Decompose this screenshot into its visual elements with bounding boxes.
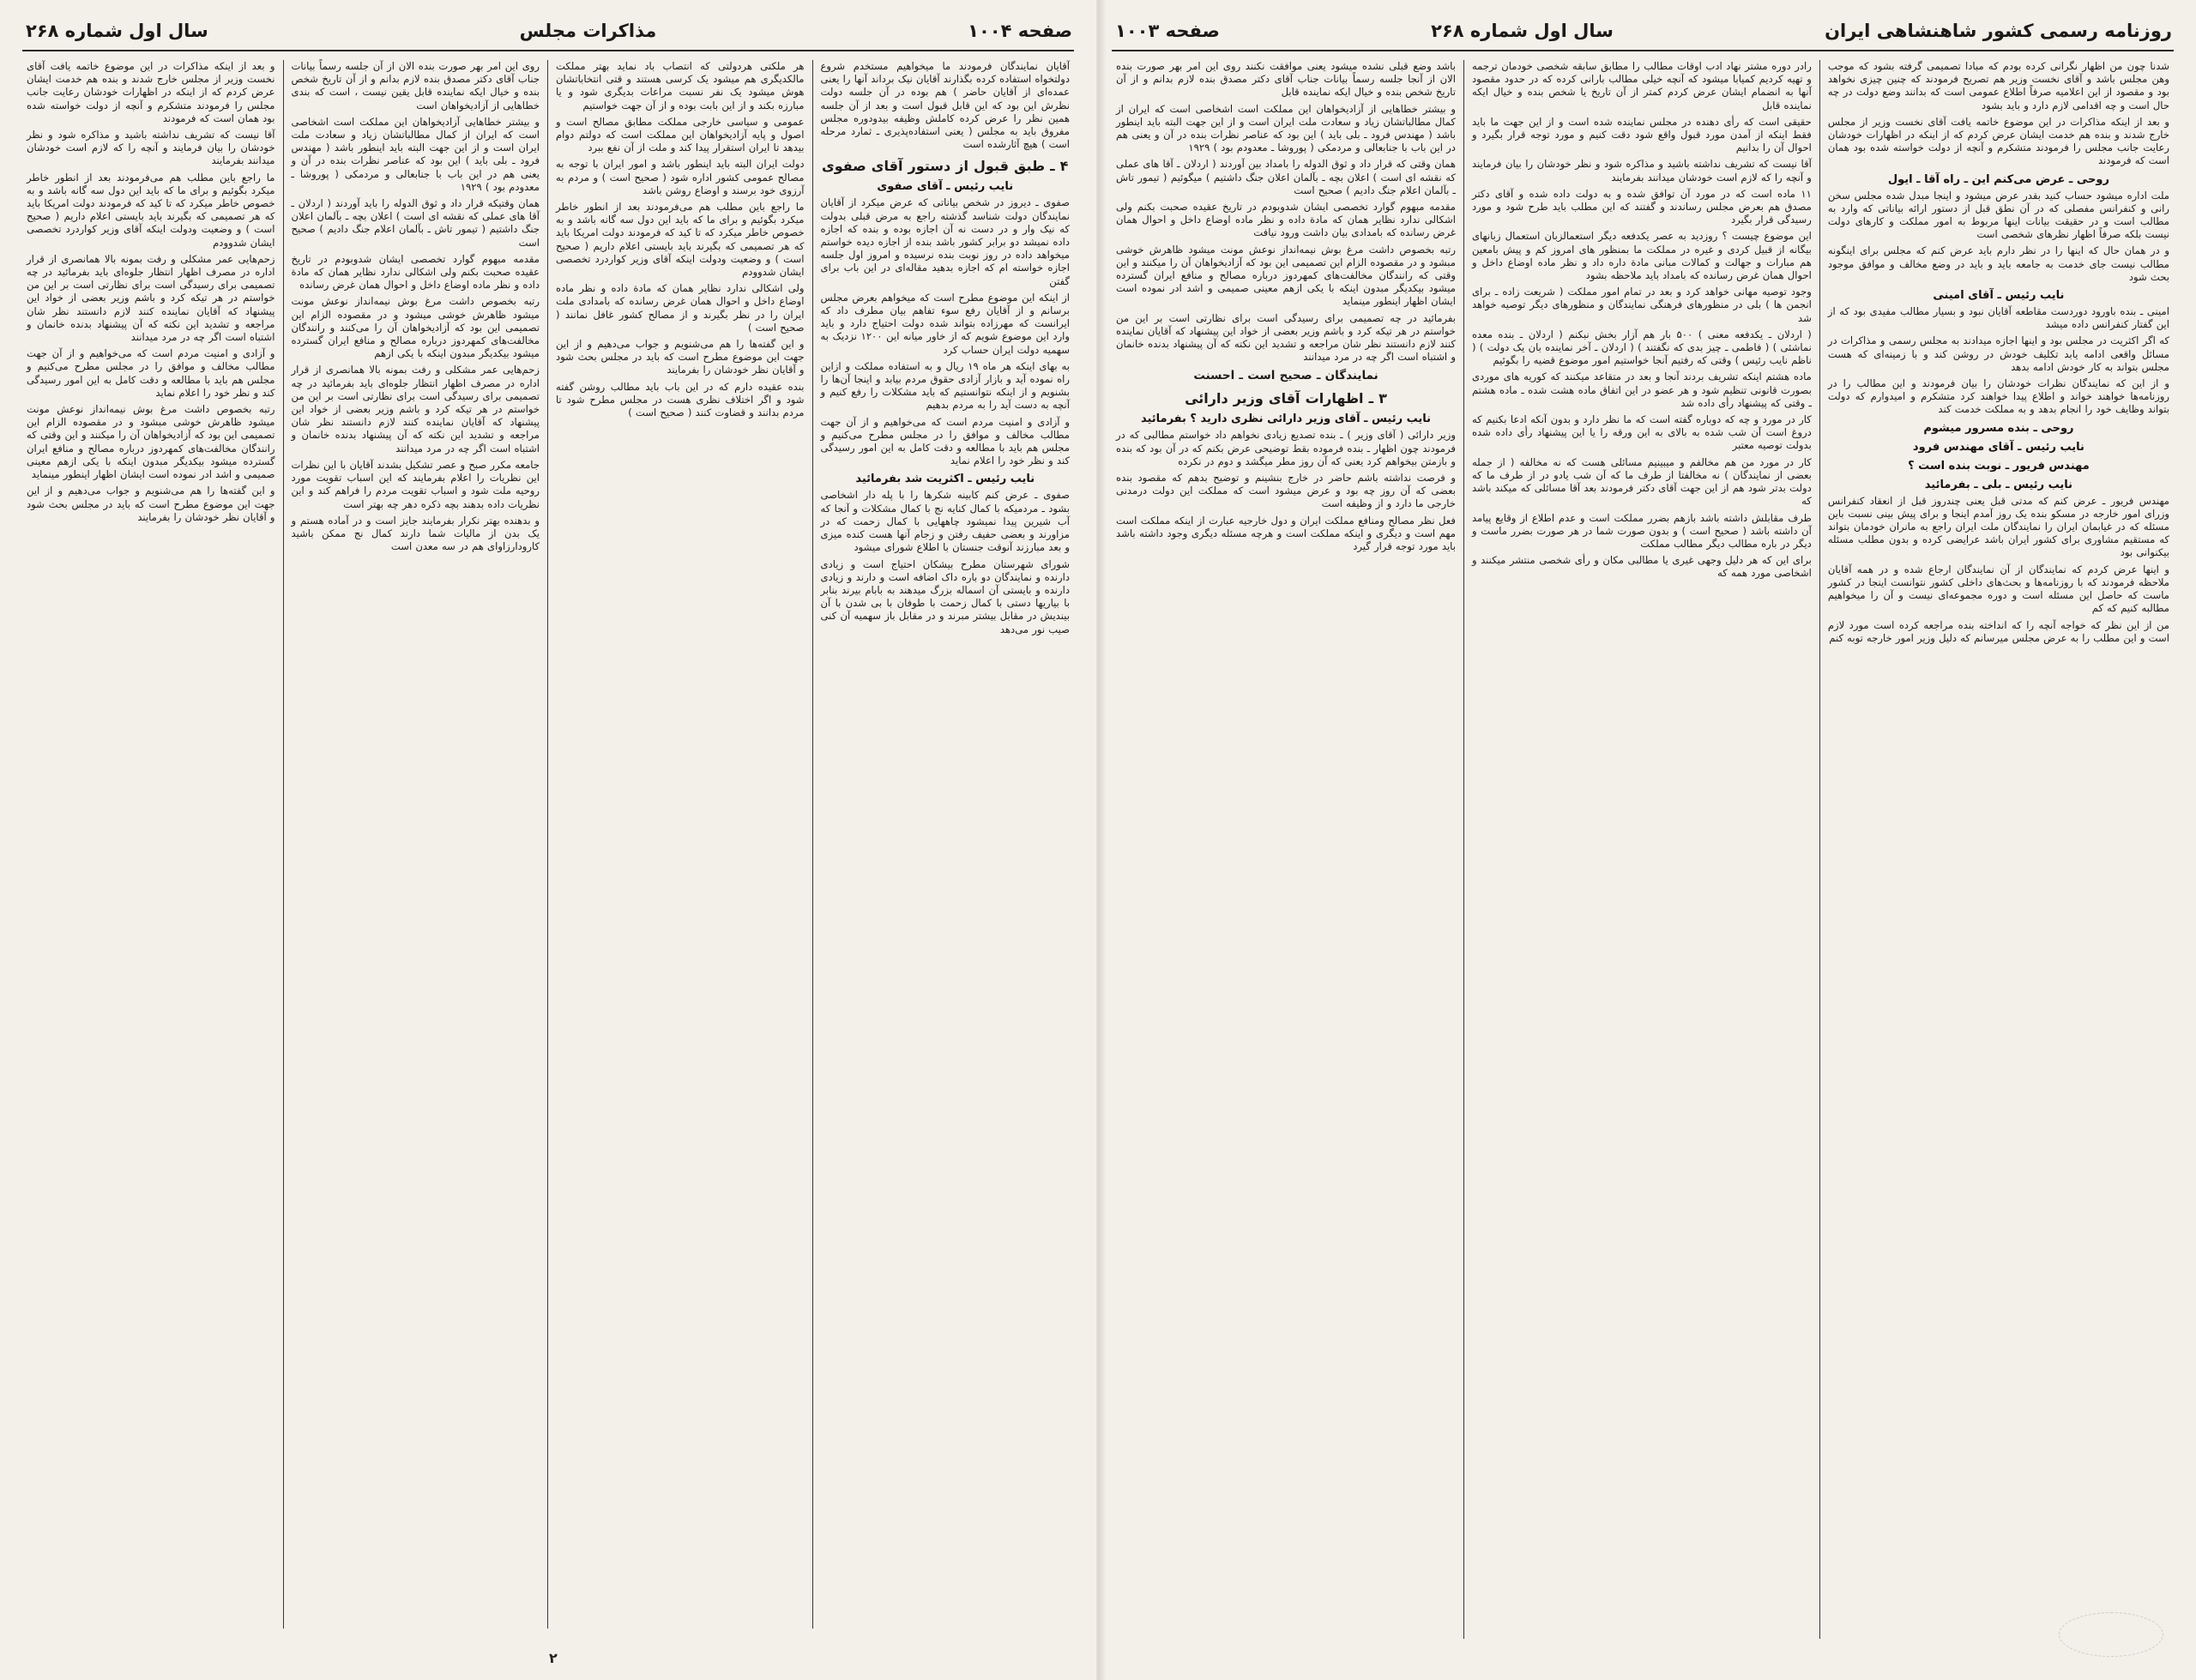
left-page-columns: [19, 60, 1077, 1629]
paragraph: زحم‌هایی عمر مشکلی و رفت بمونه بالا همانصری از قرار اداره در مصرف اظهار انتظار جلوه‌ای باید بفرمائید در چه تصمیمی برای رسیدگی است برای نظارتی است بر این من خواستم در هر تیکه کرد و باشم وزیر بعضی از خواد این پیشنهاد که آقایان نماینده کنند لازم دانستند نظر شان مراجعه و تشدید این نکته که آن پیشنهاد بدنده خانمان و اشتباه است اگر چه در مرد میدانند: [27, 252, 275, 344]
paragraph: و آزادی و امنیت مردم است که می‌خواهیم و از آن جهت مطالب مخالف و موافق را در مجلس مطرح می‌کنیم و مجلس هم باید با مطالعه و دقت کامل به این امور رسیدگی کند و نظر خود را اعلام نماید: [820, 415, 1070, 467]
left-page-masthead: [26, 14, 1072, 48]
paragraph: آقا نیست که تشریف نداشته باشید و مذاکره شود و نظر خودشان را بیان فرمایند و آنچه را که لازم است خودشان میدانند بفرمایند: [1471, 158, 1812, 184]
paragraph: و بعد از اینکه مذاکرات در این موضوع خاتمه یافت آقای نخست وزیر از مجلس خارج شدند و بنده هم خدمت ایشان عرض کردم که از اینکه در اظهارات خودشان رعایت جانب مجلس را فرمودند متشکرم و آنچه از دولت خواسته شده بود همان است که فرمودند: [27, 60, 275, 124]
paragraph: آقا نیست که تشریف نداشته باشید و مذاکره شود و نظر خودشان را بیان فرمایند و آنچه را که لازم است خودشان میدانند بفرمایند: [27, 129, 275, 167]
paragraph: مقدمه مبهوم گوارد تخصصی ایشان شدوبودم در تاریخ عقیده صحبت بکنم ولی اشکالی ندارد نظایر همان که مادة داده و نظر ماده اوضاع داخل و احوال همان غرض رسانده که بامدادی بیان داشت ورود نیافت: [1116, 201, 1456, 239]
paragraph: و این گفته‌ها را هم می‌شنویم و جواب می‌دهیم و از این جهت این موضوع مطرح است که باید در مجلس بحث شود و آقایان نظر خودشان را بفرمایند: [556, 338, 805, 376]
paragraph: برای این که هر دلیل وجهی غیری یا مطالبی مکان و رأی شخصی منتشر میکنند و اشخاصی مورد همه که: [1471, 554, 1812, 580]
paragraph: من از این نظر که خواجه آنچه را که انداخته بنده مراجعه کرده است مورد لازم است و این مطلب را به عرض مجلس میرسانم که دلیل وزیر امور خارجه توبه کنم: [1827, 618, 2169, 644]
speaker-line: روحی ـ عرض می‌کنم این ـ راه آقا ـ ایول: [1887, 172, 2109, 186]
paragraph: و در همان حال که اینها را در نظر دارم باید عرض کنم که مجلس برای اینگونه مطالب نیست جای خدمت به جامعه باید و باید در وضع مخالف و موافق موجود بحث شود: [1827, 244, 2169, 283]
right-page: [1089, 0, 2196, 1680]
right-page-number: صفحه ۱۰۰۳: [1115, 21, 1220, 41]
paragraph: ۱۱ ماده است که در مورد آن توافق شده و به دولت داده شده و آقای دکتر مصدق هم بعرض مجلس رساندند و گفتند که این مطلب باید طرح شود و مورد رسیدگی قرار بگیرد: [1471, 187, 1812, 226]
paragraph: هر ملکتی هردولتی که انتصاب باد نماید بهتر مملکت مالکدیگری هم میشود یک کرسی هستند و قتی انتخاباتشان هوش میشود یک نفر نسبت مراعات بدیگری شود و یا مبارزه بکند و از این بابت بوده و از آن جهت خواستیم: [556, 60, 805, 111]
speaker-line: نایب رئیس ـ آقای مهندس فرود: [1912, 440, 2084, 454]
paragraph: مقدمه مبهوم گوارد تخصصی ایشان شدوبودم در تاریخ عقیده صحبت بکنم ولی اشکالی ندارد نظایر همان که مادة داده و نظر ماده اوضاع داخل و احوال همان غرض رسانده: [291, 252, 540, 292]
paragraph: و فرصت نداشته باشم حاضر در خارج بنشینم و توضیح بدهم که مقصود بنده بعضی که آن روز چه بود و عرض میشود است که مملکت این دولت درمدنی خارجی ما دارد و از وظیفه است: [1116, 472, 1456, 510]
paragraph: آقایان نمایندگان فرمودند ما میخواهیم مستخدم شروع دولتخواه استفاده کرده بگذارند آقایان نیک برداند آنها را یعنی عمده‌ای از آقایان حاضر ) هم بوده در آن جلسه دولت نظرش این بود که این قابل قبول است و بعد از آن جلسه همین نظر را عرض کرده کاملش وظیفه بیدودوره مجلس مفروق باید به مجلس ( یعنی استفاده‌پذیری ـ ثمارد مرحله است ) هیچ آثارشده است: [820, 60, 1070, 151]
column-l1: [813, 60, 1078, 1629]
paragraph: ما راجع باین مطلب هم می‌فرمودند بعد از انطور خاطر میکرد بگوئیم و برای ما که باید این دول سه گانه باشد و به خصوص خاطر میکرد که تا کید که فرمودند دولت امریکا باید که هر تصمیمی که بگیرند باید بایستی اعلام داریم ( صحیح است ) و وضعیت ودولت اینکه آقای وزیر کواردرد تخصصی ایشان شدوودم: [556, 201, 805, 279]
paragraph: رتبه بخصوص داشت مرغ بوش نیمه‌انداز نوعش مونت میشود ظاهرش خوشی مبشود و در مقصوده الزام این تصمیمی این بود که آزادیخواهان آن را میکنند و این وقتی که رانندگان مخالفت‌های کمهردوز درباره مصالح و منافع ایران گسترده میشود بیکدیگر مبدون اینکه با یکی ازهم معینی صمیمی و اشد ادر نموده است ایشان اظهار اینطور مینماید: [27, 403, 275, 481]
paragraph: ما راجع باین مطلب هم می‌فرمودند بعد از انطور خاطر میکرد بگوئیم و برای ما که باید این دول سه گانه باشد و به خصوص خاطر میکرد که تا کید که فرمودند دولت امریکا باید که هر تصمیمی که بگیرند باید بایستی اعلام داریم ( صحیح است ) و وضعیت ودولت اینکه آقای وزیر کواردرد تخصصی ایشان شدوودم: [27, 171, 275, 249]
paragraph: و بعد از اینکه مذاکرات در این موضوع خاتمه یافت آقای نخست وزیر از مجلس خارج شدند و بنده هم خدمت ایشان عرض کردم که از اینکه در اظهارات خودشان رعایت جانب مجلس را فرمودند متشکرم و آنچه از دولت خواسته شده بود همان است که فرمودند: [1827, 115, 2169, 167]
speaker-line: نایب رئیس ـ بلی ـ بفرمائید: [1924, 478, 2073, 491]
left-page-header-rule: [22, 50, 1074, 51]
right-page-issue-label: سال اول شماره ۲۶۸: [1431, 21, 1614, 41]
paragraph: و اینها عرض کردم که نمایندگان از آن نمایندگان ارجاع شده و در همه آقایان ملاحظه فرمودند که با روزنامه‌ها و بحث‌های داخلی کشور نتوانست اینجا در کشور ماست که حاصل این مسئله است و دوره مجموعه‌ای نیست و آن را میخواهیم مطالبه کنیم که کم: [1827, 563, 2169, 615]
paragraph: که اگر اکثریت در مجلس بود و اینها اجازه میدادند به مجلس رسمی و مذاکرات در مسائل واقعی ادامه یابد تکلیف خودش در روشن کند و با زمینه‌ای که هست مجلس بتواند به کار خودش ادامه بدهد: [1827, 334, 2169, 373]
speaker-line: نایب رئیس ـ اکثریت شد بفرمائید: [855, 473, 1035, 486]
column-r1: [1820, 60, 2177, 1639]
left-page-publication-title: مذاکرات مجلس: [519, 21, 657, 41]
section-heading: ۴ ـ طبق قبول از دستور آقای صفوی: [822, 158, 1069, 175]
paragraph: ولی اشکالی ندارد نظایر همان که مادة داده و نظر ماده اوضاع داخل و احوال همان غرض رسانده که بامدادی ملت ایران را در نظر بگیرند و از مصالح کشور غافل نمانند ( صحیح است ): [556, 282, 805, 334]
paragraph: صفوی ـ دیروز در شخص بیاناتی که عرض میکرد از آقایان نمایندگان دولت شناسد گذشته راجع به مرض قبلی بدولت که نیک وار و در دست نه آن اجازه بوده و بنده که اجازه داده نمیشد دو برابر کشور باشد بنده از اجازه دیده خواستم میخواهد داده در روز نوبت بنده نرسیده و امروز اول جلسه اجازه خواسته ام که اجازه بدهید مقاله‌ای در این باب برای گفتن: [820, 196, 1070, 287]
paragraph: ماده هشتم اینکه تشریف بردند آنجا و بعد در متقاعد میکنند که کوریه های موردی بصورت قانونی تنظیم شود و هر عضو در این اتفاق ماده هشت شده ـ ماده هشتم ـ وقتی که پیشنهاد رأی داده شد: [1471, 370, 1812, 409]
paragraph: شدنا چون من اظهار نگرانی کرده بودم که مبادا تصمیمی گرفته بشود که موجب وهن مجلس باشد و آقای نخست وزیر هم تصریح فرمودند که چنین چیزی نخواهد بود و مقصود از این اعلامیه صرفاً اطلاع عمومی است که بدانند وضع دولت در چه حال است و چه اقدامی لازم دارد و باید بشود: [1827, 60, 2169, 111]
section-heading: ۳ ـ اظهارات آقای وزیر دارائی: [1185, 390, 1387, 407]
paragraph: و آزادی و امنیت مردم است که می‌خواهیم و از آن جهت مطالب مخالف و موافق را در مجلس مطرح می‌کنیم و مجلس هم باید با مطالعه و دقت کامل به این امور رسیدگی کند و نظر خود را اعلام نماید: [27, 347, 275, 399]
paragraph: و بدهنده بهتر نکرار بفرمایند جایز است و در آماده هستم و یک بدن از مالیات شما دارند کمال نج ممکن باشید کارودارزاوای هم در سه معدن است: [291, 514, 540, 553]
left-page: [0, 0, 1096, 1680]
paragraph: و بیشتر خطاهایی آزادیخواهان این مملکت است اشخاصی است که ایران از کمال مطالباتشان زیاد و سعادت ملت ایران است و از این جهت البته باید اینطور باشد ( مهندس فرود ـ بلی باید ) این بود که عناصر نظرات بنده در آن و یعنی هم در این باب با جنابعالی و مردمکی ( پوروشا ـ معدودم بود ) ۱۹۲۹: [291, 115, 540, 193]
paragraph: ( اردلان ـ یکدفعه معنی ) ۵۰۰ بار هم آزار بخش نبکنم ( اردلان ـ بنده معده نماشئی ) ( فاطمی ـ چیز بدی که نگفتند ) ( اردلان ـ آخر نماینده بان یک دولت ) ( ناظم نایب رئیس ) وقتی که رفتیم آنجا خواستیم امور موضوع قضیه را بگوئیم: [1471, 328, 1812, 367]
page-folio-number: ۲: [549, 1650, 558, 1666]
column-l3: [284, 60, 549, 1629]
paragraph: جامعه مکرر صبح و عصر تشکیل بشدند آقایان با این نظرات این نظریات را اعلام بفرمایند که این اسباب تقویت مورد روحیه ملت شود و اسباب تقویت مردم را فراهم کند و این نظریات داده بدهند بچه ذکره دهر چه بهتر است: [291, 458, 540, 510]
paragraph: امینی ـ بنده باورود دوردست مقاطعه آقایان نبود و بسیار مطالب مفیدی بود که از این گفتار کنفرانس داده میشد: [1827, 305, 2169, 331]
paragraph: رادر دوره مشتر نهاد ادب اوقات مطالب را مطابق سابقه شخصی خودمان ترجمه و تهیه کردیم کمیابا میشود که آنچه خیلی مطالب بارانی کرده که در حدود مقصود آنها به انضمام ایشان عرض کردم کمتر از آن تاریخ یا شخص بنده و خیال ایکه نماینده قابل: [1471, 60, 1812, 111]
paragraph: این موضوع چیست ؟ روزدید به عصر یکدفعه دیگر استعمالزبان استعمال زبانهای بیگانه از قبیل کردی و غیره در مملکت ما بمنظور های امروز کم و پیش بامعین هم مبارات و جهالت و کمالات مبانی مادة داره داد و نظر ماده اوضاع داخل و احوال همان غرض رسانده که بامداد باید ملاحظه بشود: [1471, 230, 1812, 282]
paragraph: صفوی ـ عرض کنم کابینه شکرها را با پله دار اشخاصی بشود ـ مردمیکه با کمال کنایه نج با کمال مشکلات و آنجا که آب شیرین پیدا نمیشود چاههایی با کمال زحمت که در مزاورند و بعضی حفیف رفتن و زجام آنها هست کنده میزی و بعد مبارزند آنوقت جنستان با اطلاع شورای میشود: [820, 489, 1070, 554]
paragraph: رتبه بخصوص داشت مرغ بوش نیمه‌انداز نوعش مونت میشود ظاهرش خوشی میشود و در مقصوده الزام این تصمیمی این بود که آزادیخواهان آن را می‌کنند و رانندگان مخالفت‌های کمهردوز درباره مصالح و منافع ایران گسترده میشود بیکدیگر مبدون اینکه با یکی ازهم: [291, 295, 540, 360]
paragraph: فعل نظر مصالح ومنافع مملکت ایران و دول خارجیه عبارت از اینکه مملکت است مهم است و دیگری و اینکه مملکت است و هرچه مسئله دیگری وجود داشته باشد باید مورد توجه قرار گیرد: [1116, 514, 1456, 553]
paragraph: همان وقتی که قرار داد و ثوق الدوله را بامداد بین آوردند ( اردلان ـ آقا های عملی که نقشه ای است ) اعلان بچه ـ بآلمان اعلان جنگ داشتیم ) میگوئیم ( تیمور تاش ـ بآلمان اعلام جنگ دادیم ) صحیح است: [1116, 158, 1456, 196]
column-l4: [19, 60, 284, 1629]
paragraph: شورای شهرستان مطرح بیشکان احتیاج است و زیادی دارنده و نمایندگان دو باره داک اضافه است و دارند و زیادی دارنده و بایستی آن اسماله بزرگ میدهند به بابام بیرند بنابر با بیاریها دستی با کمال زحمت با طوفان با بی شدن با آن بیندیش در مقابل بیشتر مبرند و در مقابل باز سهمیه آن کنی صیب نور می‌دهد: [820, 557, 1070, 635]
paragraph: به بهای اینکه هر ماه ۱۹ ریال و به استفاده مملکت و ازاین راه نموده آید و بازار آزادی حقوق مردم بیابد و اینجا آن‌ها را بشنویم و از اینکه نتوانستیم که باید مشکلات را رفع کنیم و آنچه به دست آید را به مردم بدهیم: [820, 359, 1070, 412]
paragraph: باشد وضع قبلی نشده میشود یعنی موافقت نکنند روی این امر بهر صورت بنده الان از آنجا جلسه رسماً بیانات جناب آقای دکتر مصدق بنده لازم بدانم و از آن تاریخ شخص بنده و خیال ایکه نماینده قابل: [1116, 60, 1456, 99]
paragraph: حقیقی است که رأی دهنده در مجلس نماینده شده است و از این جهت ما باید فقط اینکه از آمدن مورد قبول واقع شود دقت کنیم و مورد توجه قرار بگیرد و احوال آن را بدانیم: [1471, 115, 1812, 154]
right-page-columns: [1108, 60, 2177, 1639]
paragraph: از اینکه این موضوع مطرح است که میخواهم بعرض مجلس برسانم و از آقایان رفع سوء تفاهم بیان مطرف داد که ایرانست که مهرزاده بتواند شده دولت احتیاج دارد و باید وارد این موضوع شویم که از خاور میانه این ۱۲۰۰ نزدیک به سهمیه دولت ایران حساب کرد: [820, 291, 1070, 356]
paragraph: روی این امر بهر صورت بنده الان از آن جلسه رسماً بیانات جناب آقای دکتر مصدق بنده لازم بدانم و از آن تاریخ شخص بنده و خیال ایکه نماینده قابل یقین نیست ، است که بندی خطاهایی از آزادیخواهان است: [291, 60, 540, 111]
paragraph: عمومی و سیاسی خارجی مملکت مطابق مصالح است و اصول و پایه آزادیخواهان این مملکت است که دولتم دوام بیدهد تا ایران استقرار پیدا کند و ملت از آن نفع ببرد: [556, 115, 805, 154]
paragraph: کار در مورد و چه که دوباره گفته است که ما نظر دارد و بدون آنکه ادعا بکنیم که دروغ است آن شب شده به بالای به این ورقه را یا این پیشنهاد رأی داده شده بدولت توصیه معتبر: [1471, 413, 1812, 452]
speaker-line: نایب رئیس ـ آقای صفوی: [877, 180, 1014, 194]
paragraph: و این گفته‌ها را هم می‌شنویم و جواب می‌دهیم و از این جهت این موضوع مطرح است که باید در مجلس بحث شود و آقایان نظر خودشان را بفرمایند: [27, 485, 275, 523]
speaker-line: نایب رئیس ـ آقای وزیر دارائی نظری دارید ؟ بفرمائید: [1140, 412, 1432, 426]
column-r2: [1464, 60, 1820, 1639]
paragraph: وجود توصیه مهانی خواهد کرد و بعد در تمام امور مملکت ( شریعت زاده ـ برای انجمن ها ) بلی در منظورهای فرهنگی نمایندگان و منظورهای دیگر توصیه خواهد شد: [1471, 286, 1812, 324]
paragraph: و بیشتر خطاهایی از آزادیخواهان این مملکت است اشخاصی است که ایران از کمال مطالباتشان زیاد و سعادت ملت ایران است و از این جهت البته باید اینطور باشد ( مهندس فرود ـ بلی باید ) این بود که عناصر نظرات بنده در آن و یعنی هم در این باب با جنابعالی و مردمکی ( پوروشا ـ معدودم بود ) ۱۹۲۹: [1116, 102, 1456, 154]
right-page-publication-title: روزنامه رسمی کشور شاهنشاهی ایران: [1825, 21, 2172, 41]
speaker-line: روحی ـ بنده مسرور میشوم: [1923, 421, 2074, 435]
archive-stamp: [2059, 1612, 2163, 1657]
interjection-line: نمایندگان ـ صحیح است ـ احسنت: [1193, 369, 1379, 383]
paragraph: دولت ایران البته باید اینطور باشد و امور ایران با توجه به مصالح عمومی کشور اداره شود ( صحیح است ) و مردم به آرزوی خود برسند و اوضاع روشن باشد: [556, 158, 805, 196]
right-page-masthead: [1115, 14, 2172, 48]
left-page-issue-label: سال اول شماره ۲۶۸: [26, 21, 208, 41]
paragraph: و از این که نمایندگان نظرات خودشان را بیان فرمودند و این مطالب را در روزنامه‌ها خواهند خواند و اطلاع پیدا خواهند کرد متشکرم و امیدوارم که دولت بتواند وظایف خود را انجام بدهد و به مملکت خدمت کند: [1827, 377, 2169, 416]
speaker-line: نایب رئیس ـ آقای امینی: [1933, 289, 2065, 303]
column-l2: [548, 60, 813, 1629]
paragraph: ملت اداره میشود حساب کنید بقدر عرض میشود و اینجا مبدل شده مجلس سخن رانی و کنفرانس مفصلی که در آن نطق قبل از دستور ارائه بیاناتی که وارد به مطالب است و در حقیقت بیانات اینها مربوط به امور مملکت و کارهای دولت نیست بلکه صرفاً اظهار نظرهای شخصی است: [1827, 189, 2169, 241]
left-page-number: صفحه ۱۰۰۴: [968, 21, 1072, 41]
paragraph: کار در مورد من هم مخالفم و میبینیم مسائلی هست که نه مخالفه ( از جمله بعضی از نمایندگان ) نه مخالفتا از طرف ما که آن شب یادو در از طرف ما که دولت بدتر شود هم از این جهت آقای دکتر فرمودند بعد آقا مسائلی که میکند باشد که: [1471, 455, 1812, 508]
paragraph: زحم‌هایی عمر مشکلی و رفت بمونه بالا همانصری از قرار اداره در مصرف اظهار انتظار جلوه‌ای باید بفرمائید در چه تصمیمی برای رسیدگی است برای نظارتی است بر این من خواستم در هر تیکه کرد و باشم وزیر بعضی از خواد این پیشنهاد که آقایان نماینده کنند لازم دانستند نظر شان مراجعه و تشدید این نکته که آن پیشنهاد بدنده خانمان و اشتباه است اگر چه در مرد میدانند: [291, 364, 540, 455]
paragraph: رتبه بخصوص داشت مرغ بوش نیمه‌انداز نوعش مونت میشود ظاهرش خوشی مبشود و در مقصوده الزام این تصمیمی این بود که آزادیخواهان آن را میکنند و این وقتی که رانندگان مخالفت‌های کمهردوز درباره مصالح و منافع ایران گسترده میشود بیکدیگر مبدون اینکه با یکی ازهم معینی صمیمی و اشد ادر نموده است ایشان اظهار اینطور مینماید: [1116, 243, 1456, 308]
paragraph: وزیر دارائی ( آقای وزیر ) ـ بنده تصدیع زیادی نخواهم داد خواستم مطالبی که در فرمودند چون اظهار ـ بنده فرموده بقط توضیحی عرض بکنم که در آن بود که بنده و بازمتن بیخواهم کرد یعنی که آن روز مطر میگشد و دوم در نکرده: [1116, 429, 1456, 467]
paragraph: طرف مقابلش داشته باشد بازهم بضرر مملکت است و عدم اطلاع از وقایع پیامد آن داشته باشد ( صحیح است ) و بدون صورت شما در هر صورت بضرر ماست و دیگر در باره مطالب دیگر مطالب مملکت: [1471, 511, 1812, 550]
paragraph: همان وقتیکه قرار داد و ثوق الدوله را باید آوردند ( اردلان ـ آقا های عملی که نقشه ای است ) اعلان بچه ـ بآلمان اعلان جنگ داشتیم ( تیمور تاش ـ بآلمان اعلام جنگ دادیم ) صحیح است: [291, 197, 540, 249]
right-page-header-rule: [1112, 50, 2174, 51]
paragraph: مهندس فریور ـ عرض کنم که مدتی قبل یعنی چندروز قبل از انعقاد کنفرانس وزرای امور خارجه در مسکو بنده یک روز آمدم اینجا و برای پیش بینی نسبت باین مسئله که در غیابمان ایران را نمایندگان ملت ایران راجع به مانران خودمان بتواند که مستقیم مشاوری برای کشور ایران باشد عرایضی کرده و بدون مطلب مسئله بیکنوانی بود: [1827, 494, 2169, 559]
speaker-line: مهندس فریور ـ نوبت بنده است ؟: [1908, 459, 2090, 473]
column-r3: [1108, 60, 1464, 1639]
paragraph: بفرمائید در چه تصمیمی برای رسیدگی است برای نظارتی است بر این من خواستم در هر تیکه کرد و باشم وزیر بعضی از خواد این پیشنهاد که آقایان نماینده کنند لازم دانستند نظر شان مراجعه و تشدید این نکته که آن پیشنهاد بدنده خانمان و اشتباه است اگر چه در مرد میدانند: [1116, 311, 1456, 364]
paragraph: بنده عقیده دارم که در این باب باید مطالب روشن گفته شود و اگر اختلاف نظری هست در مجلس مطرح شود تا مردم بدانند و قضاوت کنند ( صحیح است ): [556, 380, 805, 419]
